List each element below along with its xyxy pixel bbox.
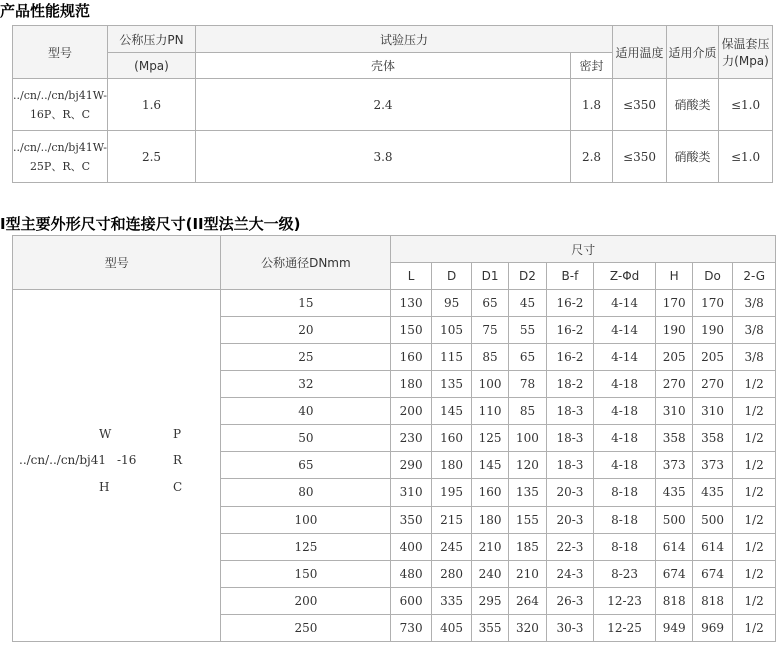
seal-cell: 2.8 [571,131,613,183]
cell-L: 180 [391,371,431,398]
cell-D2: 78 [508,371,546,398]
model-w: W [99,427,112,441]
header-col-D1: D1 [472,263,508,290]
model-r: R [173,453,183,467]
header-jacket-pressure [719,26,773,79]
cell-Bf: 20-3 [547,479,594,506]
cell-D1: 85 [472,344,508,371]
cell-Zd: 4-18 [593,425,656,452]
header-pn: 公称压力PN [108,26,196,53]
cell-D1: 145 [472,452,508,479]
cell-L: 200 [391,398,431,425]
header-shell: 壳体 [196,53,571,79]
pn-cell: 2.5 [108,131,196,183]
dn-cell: 20 [221,317,391,344]
table-row [13,290,776,317]
cell-D1: 125 [472,425,508,452]
cell-L: 150 [391,317,431,344]
cell-Bf: 24-3 [547,560,594,587]
cell-Do: 190 [692,317,732,344]
cell-G: 1/2 [733,533,776,560]
cell-D1: 110 [472,398,508,425]
cell-Bf: 20-3 [547,506,594,533]
model-c: C [173,480,183,494]
cell-D: 95 [431,290,471,317]
cell-G: 1/2 [733,398,776,425]
dn-cell: 50 [221,425,391,452]
cell-D1: 295 [472,587,508,614]
cell-D2: 135 [508,479,546,506]
cell-D: 160 [431,425,471,452]
cell-Zd: 4-14 [593,344,656,371]
header-test-pressure: 试验压力 [196,26,613,53]
cell-L: 160 [391,344,431,371]
cell-L: 290 [391,452,431,479]
cell-Bf: 16-2 [547,344,594,371]
header-col-2G: 2-G [733,263,776,290]
cell-D1: 240 [472,560,508,587]
model-p: P [173,427,182,441]
cell-L: 350 [391,506,431,533]
cell-H: 373 [656,452,692,479]
cell-D1: 100 [472,371,508,398]
dimension-section-title: I型主要外形尺寸和连接尺寸(II型法兰大一级) [0,215,301,233]
dn-cell: 65 [221,452,391,479]
pn-cell: 1.6 [108,79,196,131]
header-pn-unit: (Mpa) [108,53,196,79]
model-line: ../cn/../cn/bj41W- [13,140,107,154]
cell-Do: 500 [692,506,732,533]
cell-G: 1/2 [733,425,776,452]
header-model: 型号 [13,236,221,290]
cell-Do: 969 [692,614,732,641]
cell-H: 205 [656,344,692,371]
model-cell [13,290,221,642]
performance-spec-table [12,25,773,183]
cell-Bf: 22-3 [547,533,594,560]
shell-cell: 3.8 [196,131,571,183]
cell-Zd: 8-23 [593,560,656,587]
cell-L: 130 [391,290,431,317]
header-jacket-line1: 保温套压 [721,37,770,51]
model-cell [13,79,108,131]
cell-Zd: 4-14 [593,317,656,344]
cell-L: 600 [391,587,431,614]
dimension-table-body [13,290,776,642]
cell-D: 195 [431,479,471,506]
cell-D1: 210 [472,533,508,560]
model-line: ../cn/../cn/bj41W- [13,88,107,102]
cell-H: 190 [656,317,692,344]
cell-Do: 270 [692,371,732,398]
dn-cell: 200 [221,587,391,614]
cell-D: 215 [431,506,471,533]
header-col-D2: D2 [508,263,546,290]
header-col-Zd: Z-Φd [593,263,656,290]
cell-L: 480 [391,560,431,587]
header-col-D: D [431,263,471,290]
header-seal: 密封 [571,53,613,79]
cell-G: 3/8 [733,290,776,317]
cell-Zd: 8-18 [593,506,656,533]
temp-cell: ≤350 [613,131,667,183]
cell-Do: 170 [692,290,732,317]
header-col-Do: Do [692,263,732,290]
dn-cell: 125 [221,533,391,560]
cell-Bf: 16-2 [547,317,594,344]
cell-D: 280 [431,560,471,587]
cell-H: 310 [656,398,692,425]
cell-Do: 373 [692,452,732,479]
cell-H: 818 [656,587,692,614]
header-medium: 适用介质 [667,26,719,79]
header-model: 型号 [13,26,108,79]
cell-Zd: 4-14 [593,290,656,317]
dn-cell: 32 [221,371,391,398]
cell-D2: 100 [508,425,546,452]
cell-Bf: 18-2 [547,371,594,398]
cell-Zd: 4-18 [593,371,656,398]
cell-G: 1/2 [733,614,776,641]
cell-G: 1/2 [733,587,776,614]
cell-G: 1/2 [733,371,776,398]
cell-Bf: 18-3 [547,452,594,479]
cell-Do: 310 [692,398,732,425]
dn-cell: 80 [221,479,391,506]
cell-D2: 85 [508,398,546,425]
cell-D2: 155 [508,506,546,533]
cell-G: 1/2 [733,452,776,479]
dn-cell: 25 [221,344,391,371]
model-prefix: ../cn/../cn/bj41 [19,453,106,467]
cell-D: 145 [431,398,471,425]
cell-D: 405 [431,614,471,641]
cell-H: 949 [656,614,692,641]
cell-G: 3/8 [733,344,776,371]
cell-Zd: 4-18 [593,452,656,479]
temp-cell: ≤350 [613,79,667,131]
header-col-H: H [656,263,692,290]
model-designation [13,290,220,641]
cell-L: 400 [391,533,431,560]
cell-G: 1/2 [733,506,776,533]
cell-L: 310 [391,479,431,506]
model-cell [13,131,108,183]
dn-cell: 100 [221,506,391,533]
cell-H: 674 [656,560,692,587]
model-line: 16P、R、C [29,107,91,121]
cell-D1: 160 [472,479,508,506]
cell-Do: 358 [692,425,732,452]
cell-H: 270 [656,371,692,398]
header-col-L: L [391,263,431,290]
cell-D1: 75 [472,317,508,344]
cell-D2: 55 [508,317,546,344]
table-row [13,131,773,183]
dn-cell: 150 [221,560,391,587]
cell-H: 170 [656,290,692,317]
cell-H: 358 [656,425,692,452]
cell-D: 105 [431,317,471,344]
dn-cell: 250 [221,614,391,641]
cell-H: 614 [656,533,692,560]
cell-Do: 614 [692,533,732,560]
cell-D: 180 [431,452,471,479]
shell-cell: 2.4 [196,79,571,131]
cell-Do: 674 [692,560,732,587]
dn-cell: 40 [221,398,391,425]
cell-D: 115 [431,344,471,371]
seal-cell: 1.8 [571,79,613,131]
cell-D: 245 [431,533,471,560]
cell-Zd: 12-23 [593,587,656,614]
medium-cell: 硝酸类 [667,79,719,131]
cell-D1: 355 [472,614,508,641]
dn-cell: 15 [221,290,391,317]
jacket-cell: ≤1.0 [719,131,773,183]
header-temperature: 适用温度 [613,26,667,79]
cell-D2: 45 [508,290,546,317]
model-line: 25P、R、C [29,159,91,173]
cell-Bf: 16-2 [547,290,594,317]
cell-D2: 210 [508,560,546,587]
table-row [13,79,773,131]
header-col-Bf: B-f [547,263,594,290]
cell-D2: 185 [508,533,546,560]
cell-Zd: 8-18 [593,479,656,506]
header-jacket-line2: 力(Mpa) [722,54,769,68]
cell-G: 1/2 [733,479,776,506]
cell-D1: 65 [472,290,508,317]
cell-Do: 205 [692,344,732,371]
cell-G: 1/2 [733,560,776,587]
header-dn: 公称通径DNmm [221,236,391,290]
cell-H: 500 [656,506,692,533]
cell-G: 3/8 [733,317,776,344]
cell-Do: 435 [692,479,732,506]
cell-Bf: 18-3 [547,398,594,425]
cell-D: 335 [431,587,471,614]
cell-D2: 320 [508,614,546,641]
jacket-cell: ≤1.0 [719,79,773,131]
header-size: 尺寸 [391,236,776,263]
cell-D: 135 [431,371,471,398]
cell-D2: 120 [508,452,546,479]
model-pressure: -16 [117,453,137,467]
cell-Zd: 12-25 [593,614,656,641]
cell-Zd: 4-18 [593,398,656,425]
model-h: H [99,480,110,494]
cell-Bf: 26-3 [547,587,594,614]
cell-D1: 180 [472,506,508,533]
cell-D2: 264 [508,587,546,614]
medium-cell: 硝酸类 [667,131,719,183]
cell-Zd: 8-18 [593,533,656,560]
spec-section-title: 产品性能规范 [0,2,91,20]
cell-L: 230 [391,425,431,452]
cell-Do: 818 [692,587,732,614]
cell-D2: 65 [508,344,546,371]
cell-Bf: 30-3 [547,614,594,641]
cell-L: 730 [391,614,431,641]
cell-Bf: 18-3 [547,425,594,452]
cell-H: 435 [656,479,692,506]
dimension-table [12,235,776,642]
